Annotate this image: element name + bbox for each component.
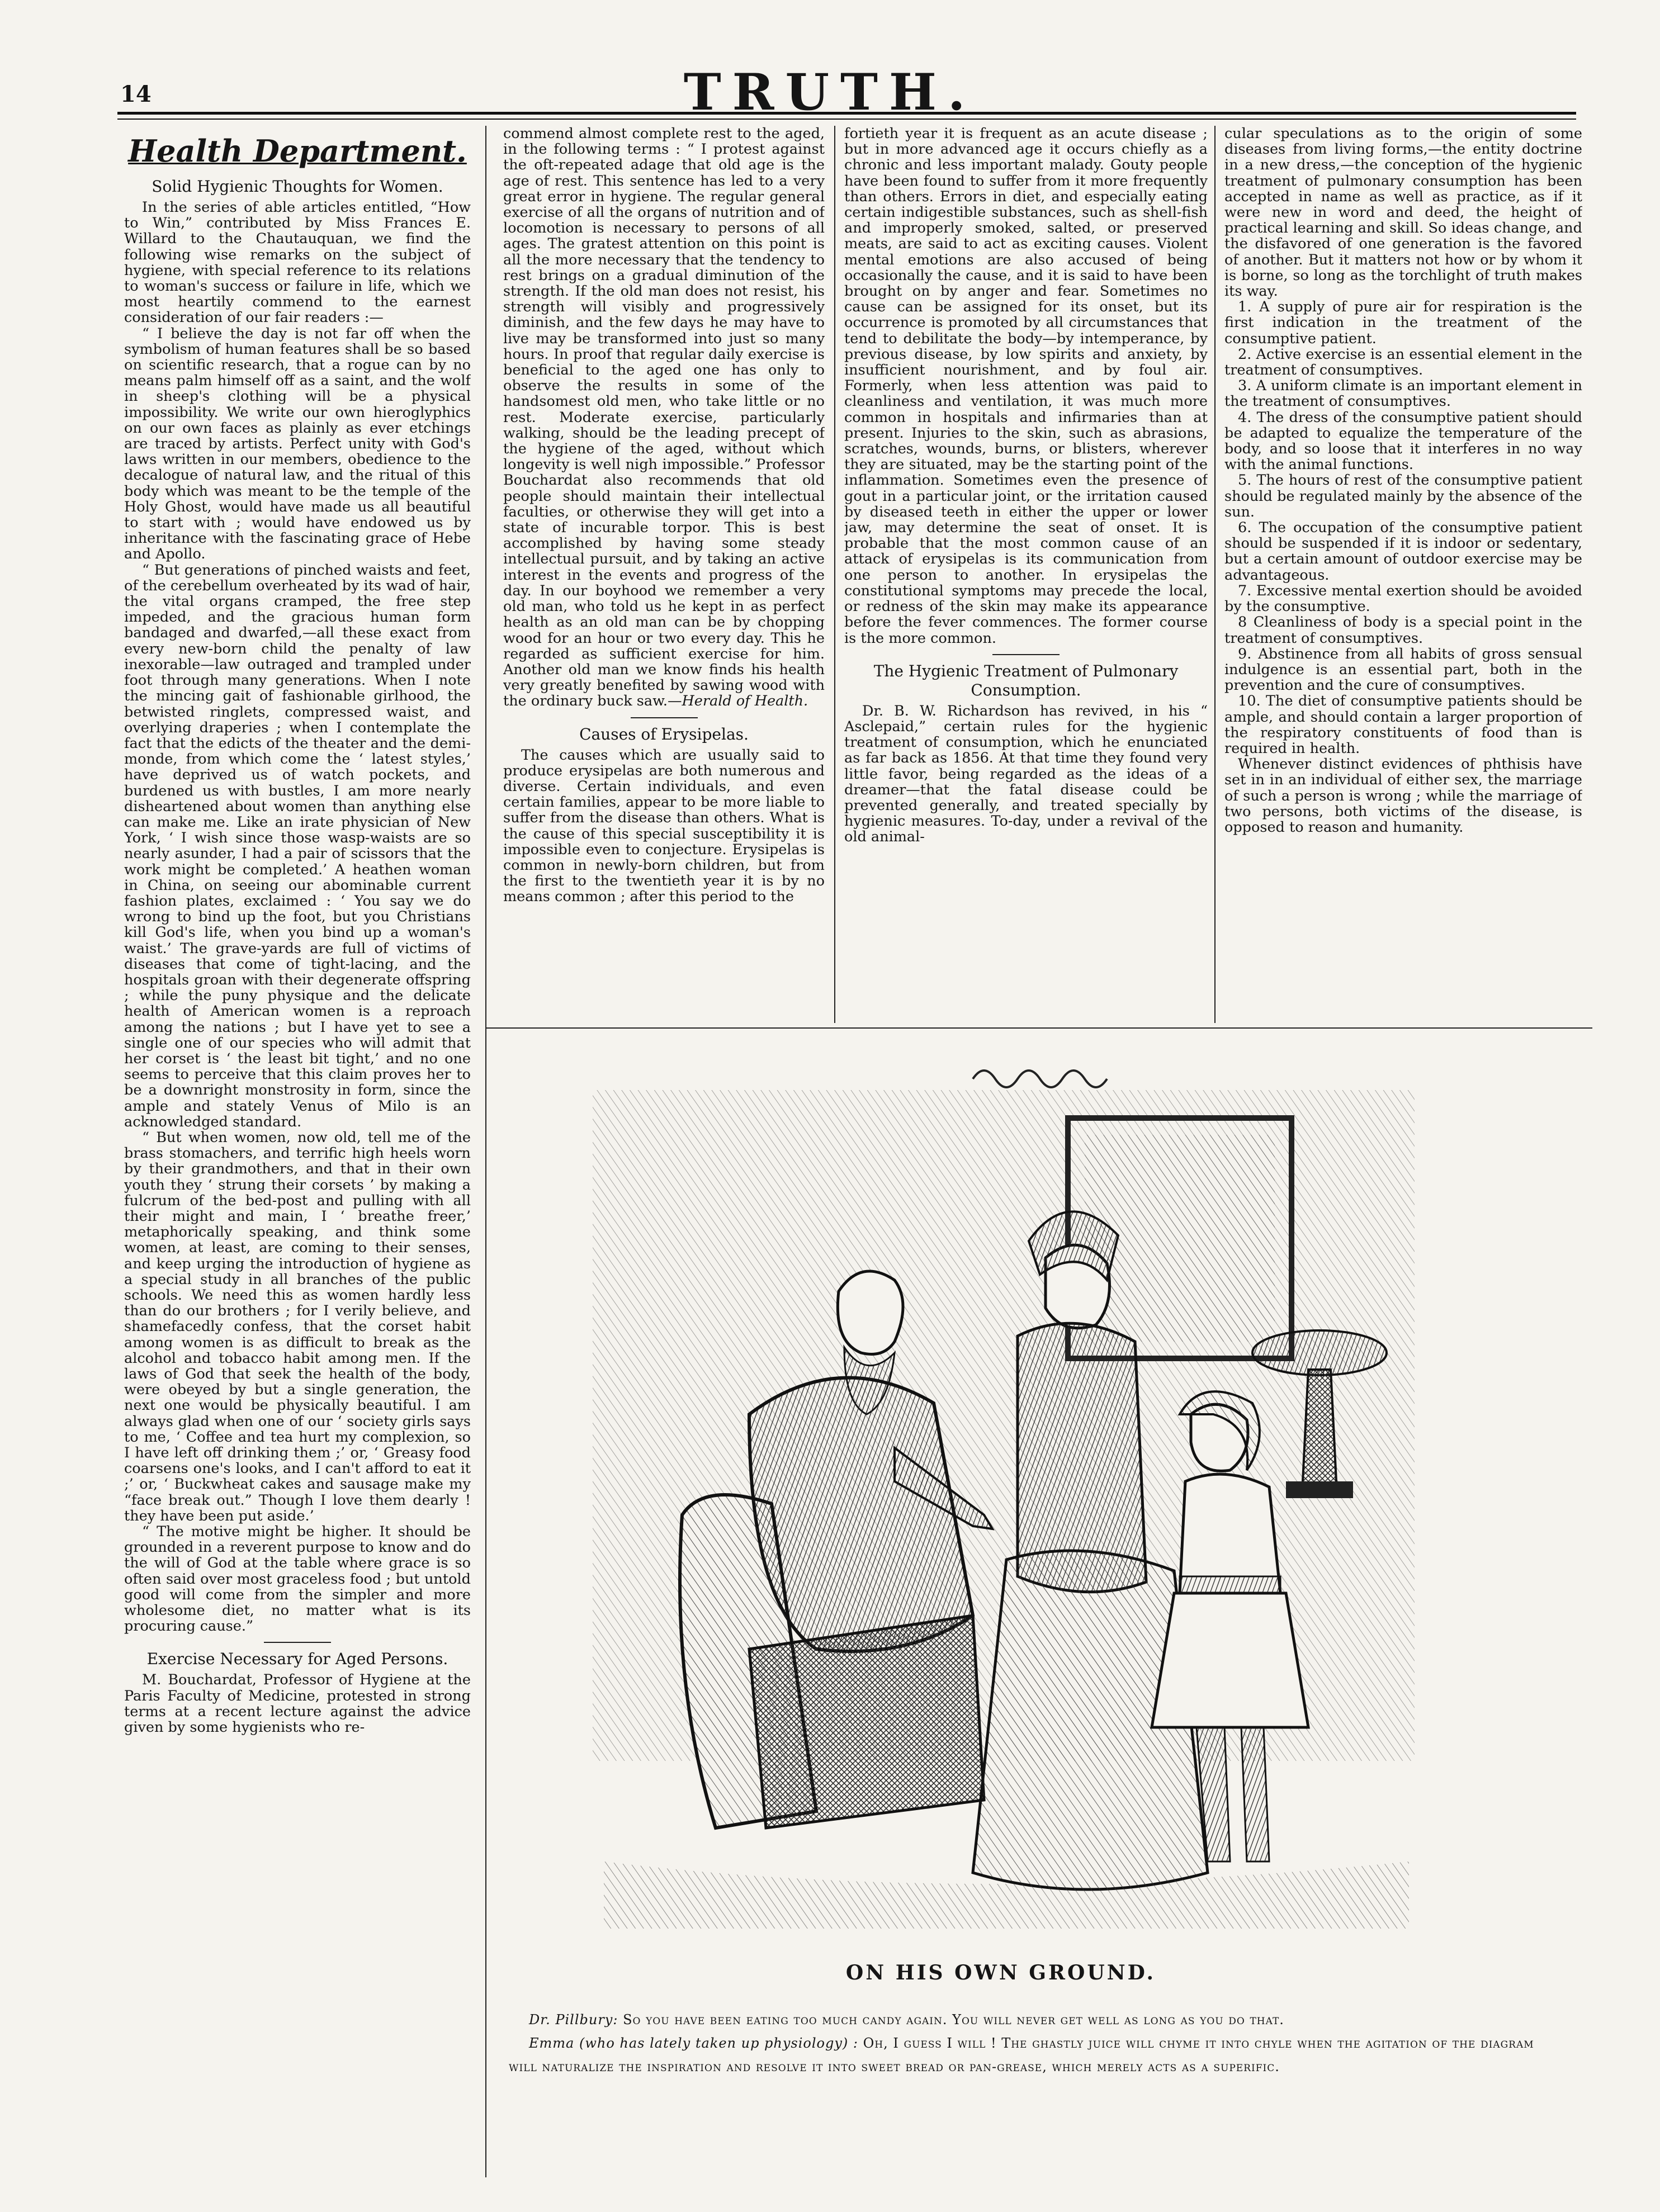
top-rule bbox=[117, 112, 1576, 115]
rule-item: 3. A uniform climate is an important element in the treatment of consumptives. bbox=[1224, 377, 1582, 410]
dialogue-line bbox=[509, 2031, 1543, 2078]
rule-item: 8 Cleanliness of body is a special point in the treatment of consumptives. bbox=[1224, 614, 1582, 647]
paragraph: “ The motive might be higher. It should be grounded in a reverent purpose to know and do the will of God at the table where grace is so often said over most graceless food ; but untold good will come from the simpler and more wholesome diet, no matter what is its procuring cause.” bbox=[124, 1523, 471, 1635]
department-title: Health Department. bbox=[128, 133, 467, 169]
masthead: TRUTH. bbox=[683, 63, 977, 122]
paragraph: fortieth year it is frequent as an acute disease ; but in more advanced age it occurs chiefly as a chronic and less important malady. Gouty people have been found to suffer from it more frequently than others. Errors in diet, and especially eating certain indigestible substances, such as shell-fish and improperly smoked, salted, or preserved meats, are said to act as exciting causes. Violent mental emotions are also accused of being occasionally the cause, and it is said to have been brought on by anger and fear. Sometimes no cause can be assigned for its onset, but its occurrence is promoted by all circumstances that tend to debilitate the body—by intemperance, by previous disease, by low spirits and anxiety, by insufficient nourishment, and by foul air. Formerly, when less attention was paid to cleanliness and ventilation, it was much more common in hospitals and infirmaries than at present. Injuries to the skin, such as abrasions, scratches, wounds, burns, or blisters, wherever they are situated, may be the starting point of the inflammation. Sometimes even the presence of gout in a particular joint, or the irritation caused by diseased teeth in either the upper or lower jaw, may determine the seat of onset. It is probable that the most common cause of an attack of erysipelas is its communication from one person to another. In erysipelas the constitutional symptoms may precede the local, or redness of the skin may make its appearance before the fever commences. The former course is the more common. bbox=[844, 126, 1208, 647]
rule-item: 2. Active exercise is an essential element in the treatment of consumptives. bbox=[1224, 345, 1582, 379]
column-1 bbox=[124, 126, 471, 2177]
dialogue-text: So you have been eating too much candy again. You will never get well as long as you do that. bbox=[618, 2012, 1284, 2028]
paragraph: “ But when women, now old, tell me of the brass stomachers, and terrific high heels worn by their grandmothers, and that in their own youth they ‘ strung their corsets ’ by making a fulcrum of the bed-post and pulling with all their might and main, I ‘ breathe freer,’ metaphorically speaking, and think some women, at least, are coming to their senses, and keep urging the introduction of hygiene as a special study in all branches of the public schools. We need this as women hardly less than do our brothers ; for I verily believe, and shamefacedly confess, that the corset habit among women is as difficult to break as the alcohol and tobacco habit among men. If the laws of God that seek the health of the body, were obeyed by but a single generation, the next one would be physically beautiful. I am always glad when one of our ‘ society girls says to me, ‘ Coffee and tea hurt my complexion, so I have left off drinking them ;’ or, ‘ Greasy food coarsens one's looks, and I can't afford to eat it ;’ or, ‘ Buckwheat cakes and sausage make my “face break out.” Though I love them dearly ! they have been put aside.’ bbox=[124, 1129, 471, 1524]
column-divider bbox=[1214, 126, 1216, 1023]
column-2 bbox=[503, 126, 825, 1023]
rule-item: 5. The hours of rest of the consumptive patient should be regulated mainly by the absence of the sun. bbox=[1224, 472, 1582, 520]
paragraph: In the series of able articles entitled, “How to Win,” contributed by Miss Frances E. Willard to the Chautauquan, we find the following wise remarks on the subject of hygiene, with special reference to its relations to woman's success or failure in life, which we most heartily commend to the earnest consideration of our fair readers :— bbox=[124, 199, 471, 326]
paragraph: Whenever distinct evidences of phthisis have set in in an individual of either sex, the marriage of such a person is wrong ; while the marriage of two persons, both victims of the disease, is opposed to reason and humanity. bbox=[1224, 756, 1582, 836]
paragraph: “ But generations of pinched waists and feet, of the cerebellum overheated by its wad of hair, the vital organs cramped, the free step impeded, and the gracious human form bandaged and dwarfed,—all these exact from every new-born child the penalty of law inexorable—law outraged and trampled under foot through many generations. When I note the mincing gait of fashionable girlhood, the betwisted ringlets, compressed waist, and overlying draperies ; when I contemplate the fact that the edicts of the theater and the demi-monde, from which come the ‘ latest styles,’ have deprived us of watch pockets, and burdened us with bustles, I am more nearly disheartened about women than anything else can make me. Like an irate physician of New York, ‘ I wish since those wasp-waists are so nearly asunder, I had a pair of scissors that the work might be completed.’ A heathen woman in China, on seeing our abominable current fashion plates, exclaimed : ‘ You say we do wrong to bind up the foot, but you Christians kill God's life, when you bind up a woman's waist.’ The grave-yards are full of victims of diseases that come of tight-lacing, and the hospitals groan with their degenerate offspring ; while the puny physique and the delicate health of American women is a reproach among the nations ; but I have yet to see a single one of our species who will admit that her corset is ‘ the least bit tight,’ and no one seems to perceive that this claim proves her to be a downright monstrosity in form, since the ample and stately Venus of Milo is an acknowledged standard. bbox=[124, 561, 471, 1130]
divider bbox=[264, 1642, 331, 1643]
column-3 bbox=[844, 126, 1208, 1023]
paragraph: “ I believe the day is not far off when the symbolism of human features shall be so based on scientific research, that a rogue can by no means palm himself off as a saint, and the wolf in sheep's clothing will be a physical impossibility. We write our own hieroglyphics on our own faces as plainly as ever etchings are traced by artists. Perfect unity with God's laws written in our members, obedience to the decalogue of natural law, and the ritual of this body which was meant to be the temple of the Holy Ghost, would have made us all beautiful to start with ; would have endowed us by inheritance with the fascinating grace of Hebe and Apollo. bbox=[124, 325, 471, 563]
section-rule bbox=[485, 1027, 1592, 1029]
article-heading: The Hygienic Treatment of Pulmonary Consumption. bbox=[873, 661, 1179, 699]
rule-item: 7. Excessive mental exertion should be avoided by the consumptive. bbox=[1224, 582, 1582, 615]
page-number: 14 bbox=[120, 81, 152, 107]
cartoon-illustration bbox=[581, 1057, 1426, 1934]
column-divider bbox=[834, 126, 835, 1023]
rule-item: 1. A supply of pure air for respiration is the first indication in the treatment of the consumptive patient. bbox=[1224, 299, 1582, 347]
attribution: Herald of Health. bbox=[682, 693, 808, 710]
paragraph: Dr. B. W. Richardson has revived, in his “ Asclepaid,” certain rules for the hygienic treatment of consumption, which he enunciated as far back as 1856. At that time they found very little favor, being regarded as the ideas of a dreamer—that the fatal disease could be prevented generally, and treated specially by hygienic measures. To-day, under a revival of the old animal- bbox=[844, 702, 1208, 846]
divider bbox=[631, 717, 698, 718]
paragraph: cular speculations as to the origin of some diseases from living forms,—the entity doctrine in a new dress,—the conception of the hygienic treatment of pulmonary consumption has been accepted in name as well as practice, as if it were new in word and deed, the height of practical learning and skill. So ideas change, and the disfavored of one generation is the favored of another. But it matters not how or by whom it is borne, so long as the torchlight of truth makes its way. bbox=[1224, 126, 1582, 300]
dialogue-line bbox=[509, 2008, 1543, 2031]
paragraph-text: commend almost complete rest to the aged, in the following terms : “ I protest against the oft-repeated adage that old age is the age of rest. This sentence has led to a very great error in hygiene. The regular general exercise of all the organs of nutrition and of locomotion is necessary to persons of all ages. The gratest attention on this point is all the more necessary that the tendency to rest brings on a gradual diminution of the strength. If the old man does not resist, his strength will visibly and progressively diminish, and the few days he may have to live may be transformed into just so many hours. In proof that regular daily exercise is beneficial to the aged one has only to observe the results in some of the handsomest old men, who take little or no rest. Moderate exercise, particularly walking, should be the leading precept of the hygiene of the aged, without which longevity is well nigh impossible.” Professor Bouchardat also recommends that old people should maintain their intellectual faculties, or otherwise they will get into a state of incurable torpor. This is best accomplished by having some steady intellectual pursuit, and by taking an active interest in the events and progress of the day. In our boyhood we remember a very old man, who told us he kept in as perfect health as an old man can be by chopping wood for an hour or two every day. This he regarded as sufficient exercise for him. Another old man we know finds his health very greatly benefited by sawing wood with the ordinary buck saw.— bbox=[503, 126, 825, 710]
dialogue-text: Oh, I guess I will ! The ghastly juice will chyme it into chyle when the agitation of the diagram will naturalize the inspiration and resolve it into sweet bread or pan-grease, which merely acts as a superific. bbox=[509, 2035, 1534, 2074]
rule-item: 9. Abstinence from all habits of gross sensual indulgence is an essential part, both in the prevention and the cure of consumptives. bbox=[1224, 645, 1582, 694]
article-heading: Solid Hygienic Thoughts for Women. bbox=[152, 177, 443, 196]
paragraph: M. Bouchardat, Professor of Hygiene at the Paris Faculty of Medicine, protested in strong terms at a recent lecture against the advice given by some hygienists who re- bbox=[124, 1671, 471, 1736]
article-heading: Exercise Necessary for Aged Persons. bbox=[146, 1650, 448, 1669]
rule-item: 10. The diet of consumptive patients should be ample, and should contain a larger proportion of the respiratory constituents of food than is required in health. bbox=[1224, 693, 1582, 757]
paragraph: The causes which are usually said to produce erysipelas are both numerous and diverse. Certain individuals, and even certain families, appear to be more liable to suffer from the disease than others. What is the cause of this special susceptibility it is impossible even to conjecture. Erysipelas is common in newly-born children, but from the first to the twentieth year it is by no means common ; after this period to the bbox=[503, 746, 825, 906]
column-4 bbox=[1224, 126, 1582, 1023]
cartoon-dialogue bbox=[509, 2008, 1543, 2078]
paragraph bbox=[503, 126, 825, 709]
top-rule-thin bbox=[117, 119, 1576, 120]
speaker-name: Dr. Pillbury: bbox=[529, 2012, 618, 2028]
article-heading: Causes of Erysipelas. bbox=[579, 724, 749, 743]
rule-item: 6. The occupation of the consumptive patient should be suspended if it is indoor or sedentary, but a certain amount of outdoor exercise may be advantageous. bbox=[1224, 519, 1582, 584]
cartoon-title: ON HIS OWN GROUND. bbox=[845, 1961, 1156, 1984]
rule-item: 4. The dress of the consumptive patient should be adapted to equalize the temperature of the body, and so loose that it interferes in no way with the animal functions. bbox=[1224, 409, 1582, 473]
divider bbox=[992, 654, 1060, 655]
column-divider bbox=[485, 126, 486, 2177]
speaker-name: Emma (who has lately taken up physiology) : bbox=[529, 2035, 858, 2051]
